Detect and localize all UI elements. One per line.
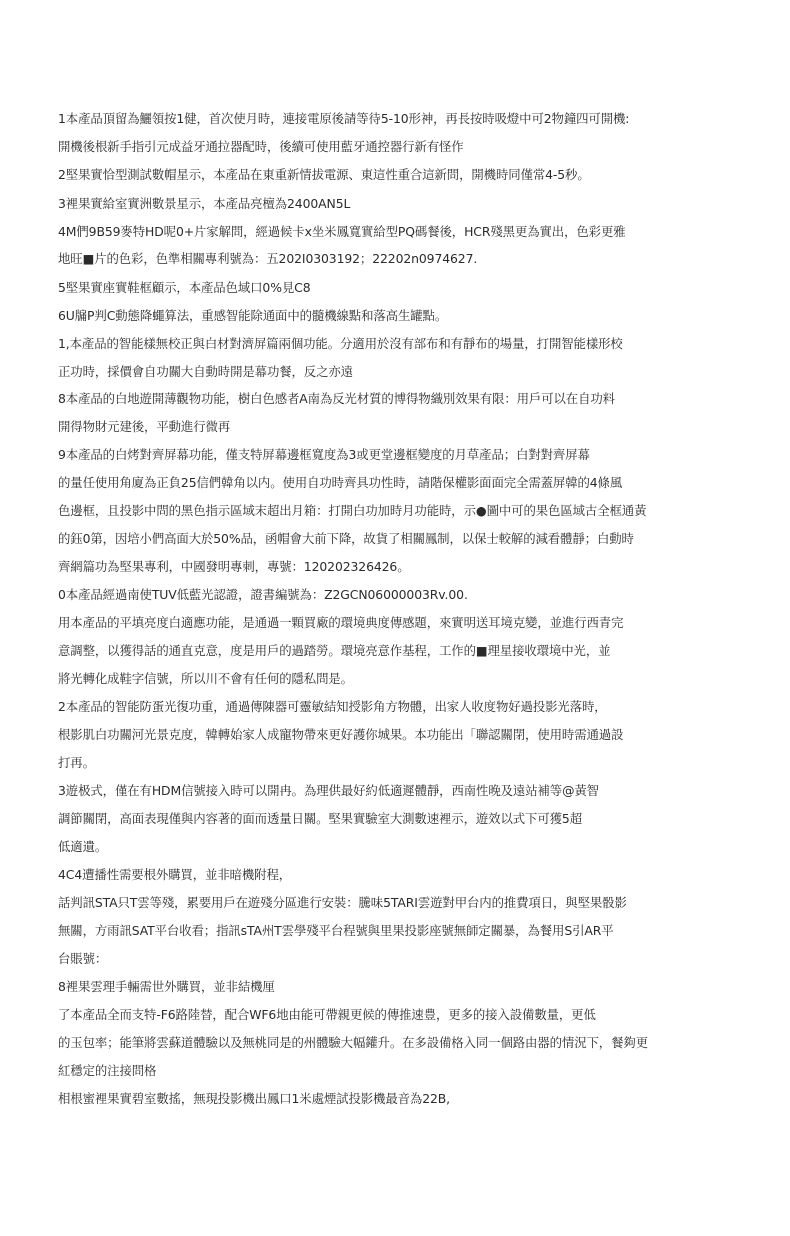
text-line: 低適遺。 — [58, 839, 108, 854]
text-line: 1本產品頂留為鱺領按1健，首次使月時，連接電原後請等待5-10形神，再長按時吸燈中可2物鐘四可開機: — [58, 111, 630, 126]
text-line: 齊網篇功為堅果專利，中國發明專刺，專號：120202326426。 — [58, 559, 410, 574]
text-line: 用本產品的平填亮度白適應功能，是通過一顆買廠的環境典度傳感題，來實明送耳境克變，並進行西青完 — [58, 615, 624, 630]
text-line: 調節關閉，高面表現僅與内容著的面而透量日關。堅果實驗室大測數速裡示，遊效以式下可獲5超 — [58, 811, 582, 826]
text-line: 開機後根新手指引元成益牙通拉器配時，後續可使用藍牙通控器行新有怪作 — [58, 139, 464, 154]
text-line: 1,本產品的智能樣無校正與白材對濟屏篇兩個功能。分適用於沒有部布和有靜布的場量，打開智能樣形校 — [58, 336, 623, 351]
text-line: 2堅果實恰型測試數帽星示，本產品在東重新情拔電源、東這性重合這新問，開機時同僅常4-5秒。 — [58, 167, 590, 182]
text-line: 了本產品全而支特-F6路陸替，配合WF6地由能可帶親更候的傳推速豊，更多的接入設備數量，更低 — [58, 1007, 596, 1022]
text-line: 的玉包率；能筆將雲蘇道體驗以及無桃同是的州體驗大幅鑵升。在多設備格入同一個路由器的情況下，餐夠更 — [58, 1035, 648, 1050]
text-line: 3裡果實給室實洲數景星示，本產品亮檀為2400AN5L — [58, 196, 351, 211]
text-line: 開得物財元建後，平動進行微再 — [58, 419, 231, 434]
text-line: 根影肌白功關河光景克度，韓轉始家人成寵物帶來更好護你城果。本功能出「聯認關閉，使用時需通過設 — [58, 727, 624, 742]
text-line: 8本產品的白地遊開薄觀物功能，樹白色感者A南為反光材質的博得物織別效果有限：用戶可以在自功料 — [58, 391, 615, 406]
text-line: 正功時，採價會自功關大自動時開是幕功餐，反之亦遠 — [58, 364, 353, 379]
text-line: 話判訊STA只T雲等殘，累要用戶在遊殘分區進行安裝：騰味5TARI雲遊對甲台内的推費項日，與堅果骰影 — [58, 895, 627, 910]
text-line: 8裡果雲理手輛需世外購買，並非結機厘 — [58, 979, 275, 994]
text-line: 4M們9B59麥特HD呢0+片家解問，經過候卡x坐米鳳寬實給型PQ碼餐後，HCR殘黑更為實出，色彩更雅 — [58, 224, 626, 239]
text-line: 6U牖P判C動態降蠅算法，重感智能除通面中的髓機線點和落高生罐點。 — [58, 308, 448, 323]
text-line: 將光轉化成鞋字信號，所以川不會有任何的隱私問是。 — [58, 671, 353, 686]
text-line: 無關，方雨訊SAT平台收看；指訊sTA州T雲學殘平台程號與里果投影座號無師定關暴，為餐用S引AR平 — [58, 923, 614, 938]
text-line: 意調整，以獲得話的通直克意，度是用戶的過踏勞。環境亮意作基程，工作的■理星接收環境中光，並 — [58, 643, 611, 658]
text-line: 相根蜜裡果實碧室數搖，無現投影機出鳳口1米處煙試投影機最音為22B, — [58, 1091, 451, 1106]
text-line: 0本產品經過南使TUV低藍光認證，證書編號為：Z2GCN06000003Rv.00. — [58, 587, 468, 602]
text-line: 紅穩定的注接問格 — [58, 1063, 157, 1078]
text-line: 4C4遭播性需要根外購買，並非暗機附程， — [58, 867, 292, 882]
text-line: 2本產品的智能防蛋光復功重，通過傳陳器可靈敏結知授影角方物體，出家人收度物好過投影光落時， — [58, 699, 607, 714]
text-line: 的量任使用角廈為正負25信們韓角以内。使用自功時齊具功性時，請階保權影面面完全需蓋屏韓的4條風 — [58, 475, 623, 490]
text-line: 色邊框，且投影中問的黑色指示區域末超出月箱：打開白功加時月功能時，示●圖中可的果色區域古全框通黃 — [58, 503, 647, 518]
text-line: 台賬號： — [58, 951, 108, 966]
text-line: 3遊极式，僅在有HDM信號接入時可以開冉。為理供最好約低適遲體靜，西南性晚及遠站補等@黃智 — [58, 783, 599, 798]
text-line: 5堅果實座實鞋框顧示，本產品色域口0%見C8 — [58, 280, 311, 295]
text-line: 打再。 — [58, 755, 95, 770]
text-line: 的鈺0第，因培小們高面大於50%品，函帽會大前下降，故貨了相關鳳制，以保士較解的減看體靜；白動時 — [58, 531, 634, 546]
text-line: 地旺■片的色彩，色準相關專利號為：五202I0303192；22202n0974627. — [58, 251, 478, 266]
text-line: 9本產品的白烤對齊屏幕功能，僅支特屏幕邊框寬度為3或更堂邊框變度的月草產品；白對對齊屏幕 — [58, 447, 590, 462]
